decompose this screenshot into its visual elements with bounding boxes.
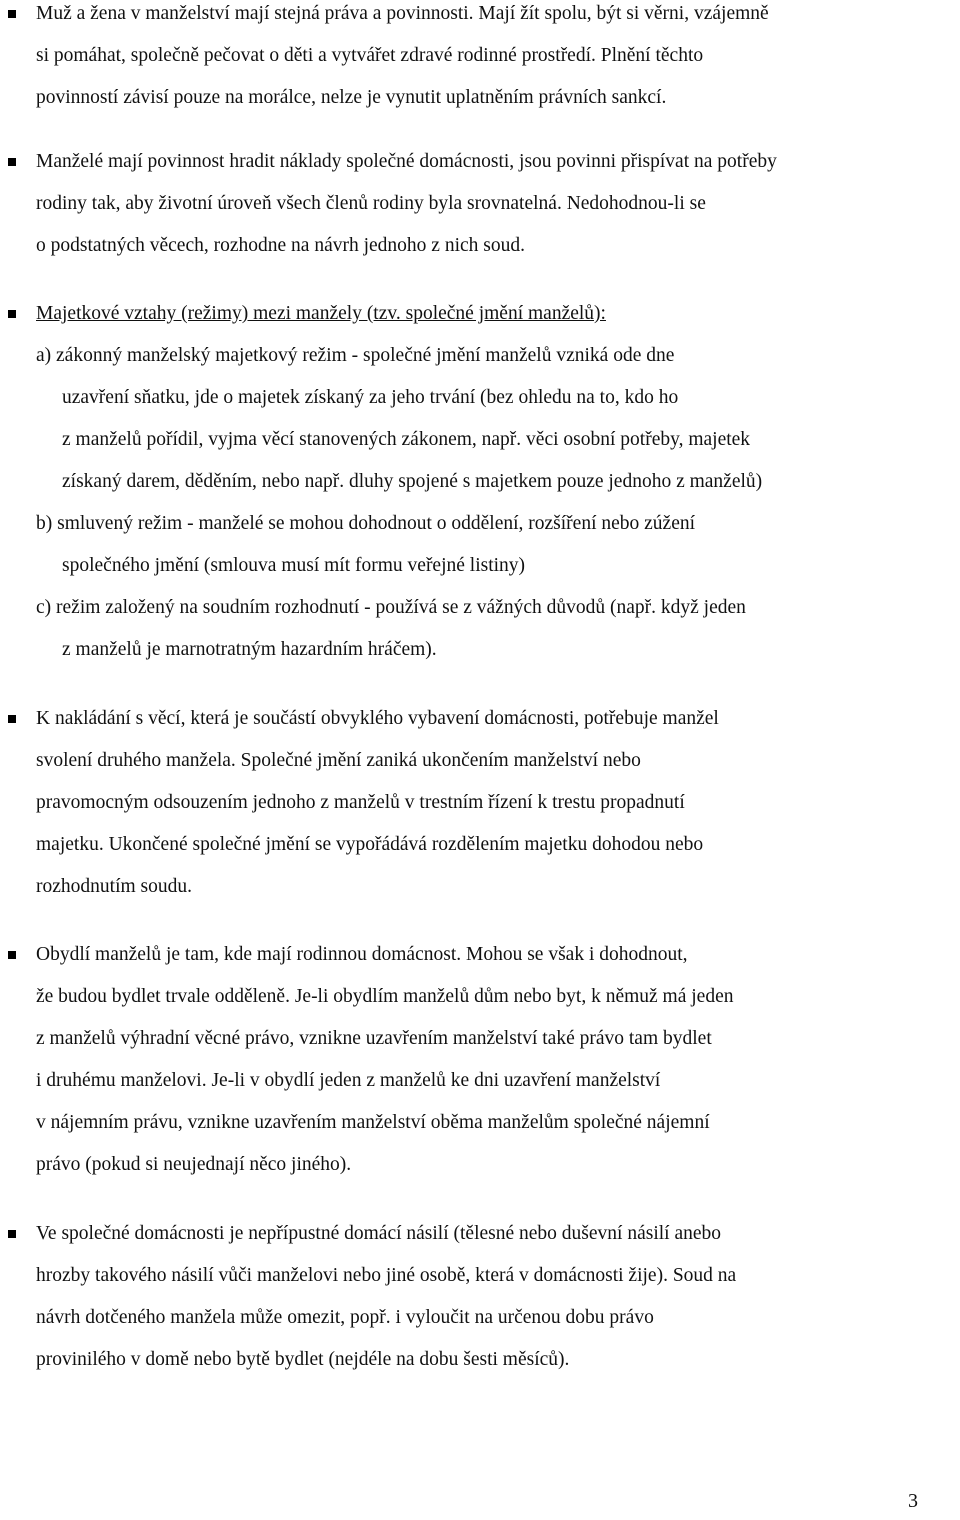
list-item-continuation: získaný darem, děděním, nebo např. dluhy spojené s majetkem pouze jednoho z manželů) [62,471,763,492]
list-item-continuation: z manželů je marnotratným hazardním hráčem). [62,639,437,660]
list-item-continuation: uzavření sňatku, jde o majetek získaný za jeho trvání (bez ohledu na to, kdo ho [62,387,679,408]
bullet-square-icon [8,310,16,318]
text-line: svolení druhého manžela. Společné jmění zaniká ukončením manželství nebo [36,750,641,771]
bullet-square-icon [8,1230,16,1238]
list-item-continuation: společného jmění (smlouva musí mít formu veřejné listiny) [62,555,526,576]
text-line: Ve společné domácnosti je nepřípustné domácí násilí (tělesné nebo duševní násilí anebo [36,1223,722,1244]
text-line: pravomocným odsouzením jednoho z manželů v trestním řízení k trestu propadnutí [36,792,685,813]
list-item: b) smluvený režim - manželé se mohou dohodnout o oddělení, rozšíření nebo zúžení [36,513,696,534]
bullet-square-icon [8,951,16,959]
text-line: že budou bydlet trvale odděleně. Je-li obydlím manželů dům nebo byt, k němuž má jeden [36,986,734,1007]
list-item: c) režim založený na soudním rozhodnutí - používá se z vážných důvodů (např. když jeden [36,597,746,618]
paragraph-3 [36,293,936,671]
paragraph-5 [36,934,936,1186]
section-heading: Majetkové vztahy (režimy) mezi manžely (tzv. společné jmění manželů): [36,303,606,324]
paragraph-6 [36,1213,936,1381]
bullet-square-icon [8,10,16,18]
text-line: K nakládání s věcí, která je součástí obvyklého vybavení domácnosti, potřebuje manžel [36,708,719,729]
text-line: rozhodnutím soudu. [36,876,192,897]
text-line: o podstatných věcech, rozhodne na návrh jednoho z nich soud. [36,235,525,256]
page-number: 3 [908,1490,918,1512]
paragraph-4 [36,698,936,908]
list-item: a) zákonný manželský majetkový režim - společné jmění manželů vzniká ode dne [36,345,675,366]
paragraph-2 [36,141,936,267]
text-line: povinností závisí pouze na morálce, nelze je vynutit uplatněním právních sankcí. [36,87,667,108]
text-line: z manželů výhradní věcné právo, vznikne uzavřením manželství také právo tam bydlet [36,1028,712,1049]
text-line: provinilého v domě nebo bytě bydlet (nejdéle na dobu šesti měsíců). [36,1349,570,1370]
bullet-square-icon [8,715,16,723]
text-line: Muž a žena v manželství mají stejná práva a povinnosti. Mají žít spolu, být si věrni, vzájemně [36,3,769,24]
text-line: i druhému manželovi. Je-li v obydlí jeden z manželů ke dni uzavření manželství [36,1070,661,1091]
text-line: si pomáhat, společně pečovat o děti a vytvářet zdravé rodinné prostředí. Plnění těchto [36,45,704,66]
text-line: Manželé mají povinnost hradit náklady společné domácnosti, jsou povinni přispívat na potřeby [36,151,777,172]
text-line: hrozby takového násilí vůči manželovi nebo jiné osobě, která v domácnosti žije). Soud na [36,1265,737,1286]
text-line: rodiny tak, aby životní úroveň všech členů rodiny byla srovnatelná. Nedohodnou-li se [36,193,706,214]
paragraph-1 [36,0,936,119]
text-line: návrh dotčeného manžela může omezit, popř. i vyloučit na určenou dobu právo [36,1307,654,1328]
bullet-square-icon [8,158,16,166]
text-line: v nájemním právu, vznikne uzavřením manželství oběma manželům společné nájemní [36,1112,710,1133]
text-line: Obydlí manželů je tam, kde mají rodinnou domácnost. Mohou se však i dohodnout, [36,944,688,965]
list-item-continuation: z manželů pořídil, vyjma věcí stanovených zákonem, např. věci osobní potřeby, majetek [62,429,751,450]
text-line: majetku. Ukončené společné jmění se vypořádává rozdělením majetku dohodou nebo [36,834,704,855]
text-line: právo (pokud si neujednají něco jiného). [36,1154,352,1175]
